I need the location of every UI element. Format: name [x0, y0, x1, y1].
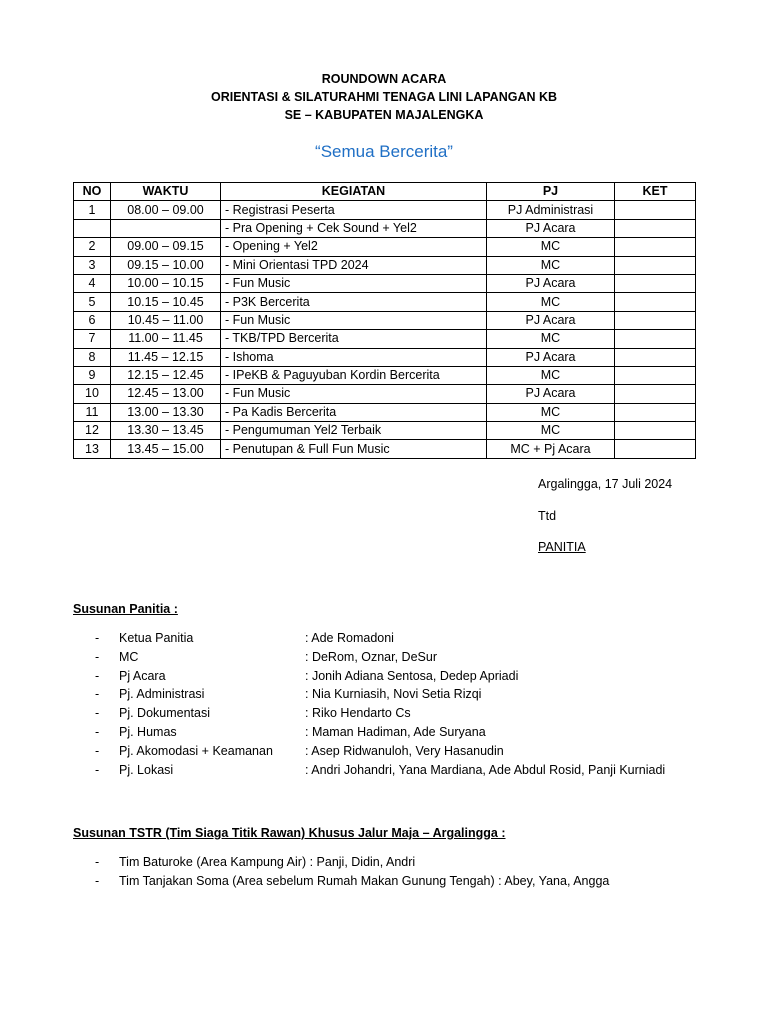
- bullet-dash: -: [95, 873, 100, 888]
- cell-ket: [615, 238, 696, 256]
- member-role: Ketua Panitia: [119, 631, 194, 645]
- cell-activity: - TKB/TPD Bercerita: [221, 330, 487, 348]
- tstr-team: [95, 853, 755, 872]
- table-row: [74, 403, 696, 421]
- header-line-2: ORIENTASI & SILATURAHMI TENAGA LINI LAPANGAN KB: [210, 90, 558, 104]
- cell-pj: MC: [487, 403, 615, 421]
- signer-label: PANITIA: [538, 540, 586, 554]
- cell-no: 2: [74, 238, 111, 256]
- cell-time: 10.00 – 10.15: [111, 274, 221, 292]
- committee-member: [95, 648, 755, 667]
- member-names: : Maman Hadiman, Ade Suryana: [305, 724, 486, 739]
- cell-activity: - Mini Orientasi TPD 2024: [221, 256, 487, 274]
- bullet-dash: -: [95, 687, 100, 702]
- cell-pj: PJ Administrasi: [487, 201, 615, 219]
- table-header-row: [74, 183, 696, 201]
- tstr-list: [95, 853, 755, 891]
- tstr-team: [95, 872, 755, 891]
- member-names: : Andri Johandri, Yana Mardiana, Ade Abdul Rosid, Panji Kurniadi: [305, 762, 666, 777]
- table-row: [74, 440, 696, 458]
- col-header-kegiatan: KEGIATAN: [221, 183, 487, 201]
- bullet-dash: -: [95, 668, 100, 683]
- cell-no: 11: [74, 403, 111, 421]
- bullet-dash: -: [95, 706, 100, 721]
- cell-time: 08.00 – 09.00: [111, 201, 221, 219]
- cell-pj: PJ Acara: [487, 311, 615, 329]
- committee-member: [95, 667, 755, 686]
- committee-member: [95, 685, 755, 704]
- cell-ket: [615, 201, 696, 219]
- cell-time: 10.15 – 10.45: [111, 293, 221, 311]
- cell-time: 13.30 – 13.45: [111, 422, 221, 440]
- cell-pj: MC: [487, 238, 615, 256]
- cell-activity: - Pra Opening + Cek Sound + Yel2: [221, 219, 487, 237]
- cell-ket: [615, 330, 696, 348]
- table-row: [74, 366, 696, 384]
- member-role: Pj Acara: [119, 668, 166, 683]
- committee-member: [95, 629, 755, 648]
- table-row: [74, 256, 696, 274]
- bullet-dash: -: [95, 743, 100, 758]
- cell-time: 11.00 – 11.45: [111, 330, 221, 348]
- committee-member: [95, 742, 755, 761]
- member-role: Pj. Lokasi: [119, 762, 174, 777]
- cell-ket: [615, 274, 696, 292]
- committee-list: [95, 629, 755, 779]
- cell-ket: [615, 422, 696, 440]
- cell-activity: - Fun Music: [221, 274, 487, 292]
- cell-activity: - IPeKB & Paguyuban Kordin Bercerita: [221, 366, 487, 384]
- rundown-body: [74, 201, 696, 458]
- tstr-title: Susunan TSTR (Tim Siaga Titik Rawan) Khusus Jalur Maja – Argalingga :: [73, 826, 506, 840]
- member-role: Pj. Akomodasi + Keamanan: [119, 743, 273, 758]
- committee-member: [95, 761, 755, 780]
- event-theme: “Semua Bercerita”: [315, 142, 453, 161]
- cell-no: 1: [74, 201, 111, 219]
- cell-time: 13.00 – 13.30: [111, 403, 221, 421]
- member-names: : Asep Ridwanuloh, Very Hasanudin: [305, 743, 504, 758]
- table-row: [74, 385, 696, 403]
- cell-ket: [615, 403, 696, 421]
- committee-title: Susunan Panitia :: [73, 602, 178, 616]
- member-names: : Riko Hendarto Cs: [305, 706, 411, 721]
- cell-pj: PJ Acara: [487, 385, 615, 403]
- cell-no: 12: [74, 422, 111, 440]
- cell-activity: - Fun Music: [221, 311, 487, 329]
- cell-time: 09.15 – 10.00: [111, 256, 221, 274]
- cell-no: 13: [74, 440, 111, 458]
- cell-activity: - Pa Kadis Bercerita: [221, 403, 487, 421]
- cell-pj: MC: [487, 422, 615, 440]
- cell-no: 4: [74, 274, 111, 292]
- cell-activity: - Pengumuman Yel2 Terbaik: [221, 422, 487, 440]
- bullet-dash: -: [95, 724, 100, 739]
- cell-activity: - Registrasi Peserta: [221, 201, 487, 219]
- cell-pj: MC: [487, 330, 615, 348]
- cell-pj: MC: [487, 366, 615, 384]
- cell-no: 6: [74, 311, 111, 329]
- ttd-label: Ttd: [538, 509, 557, 523]
- col-header-ket: KET: [615, 183, 696, 201]
- cell-time: 10.45 – 11.00: [111, 311, 221, 329]
- member-names: : DeRom, Oznar, DeSur: [305, 649, 437, 664]
- cell-time: 11.45 – 12.15: [111, 348, 221, 366]
- cell-ket: [615, 366, 696, 384]
- bullet-dash: -: [95, 762, 100, 777]
- table-row: [74, 348, 696, 366]
- member-names: : Nia Kurniasih, Novi Setia Rizqi: [305, 687, 482, 702]
- member-names: : Jonih Adiana Sentosa, Dedep Apriadi: [305, 668, 519, 683]
- cell-ket: [615, 385, 696, 403]
- member-role: MC: [119, 649, 139, 664]
- cell-no: 7: [74, 330, 111, 348]
- table-row: [74, 274, 696, 292]
- cell-activity: - Penutupan & Full Fun Music: [221, 440, 487, 458]
- cell-no: 5: [74, 293, 111, 311]
- bullet-dash: -: [95, 649, 100, 664]
- member-role: Pj. Administrasi: [119, 687, 205, 702]
- bullet-dash: -: [95, 631, 100, 645]
- cell-no: 9: [74, 366, 111, 384]
- cell-pj: MC + Pj Acara: [487, 440, 615, 458]
- cell-time: 12.15 – 12.45: [111, 366, 221, 384]
- table-row: [74, 219, 696, 237]
- col-header-pj: PJ: [487, 183, 615, 201]
- cell-pj: PJ Acara: [487, 348, 615, 366]
- team-text: Tim Tanjakan Soma (Area sebelum Rumah Makan Gunung Tengah) : Abey, Yana, Angga: [119, 873, 610, 888]
- member-names: : Ade Romadoni: [305, 631, 394, 645]
- cell-pj: MC: [487, 256, 615, 274]
- table-row: [74, 201, 696, 219]
- member-role: Pj. Humas: [119, 724, 177, 739]
- cell-no: 10: [74, 385, 111, 403]
- cell-ket: [615, 293, 696, 311]
- bullet-dash: -: [95, 855, 100, 869]
- rundown-table: [73, 182, 696, 459]
- place-date: Argalingga, 17 Juli 2024: [538, 477, 673, 491]
- cell-activity: - P3K Bercerita: [221, 293, 487, 311]
- table-row: [74, 311, 696, 329]
- cell-activity: - Fun Music: [221, 385, 487, 403]
- cell-time: 13.45 – 15.00: [111, 440, 221, 458]
- document-header: [0, 70, 768, 124]
- cell-no: 8: [74, 348, 111, 366]
- table-row: [74, 293, 696, 311]
- cell-time: [111, 219, 221, 237]
- header-line-1: ROUNDOWN ACARA: [321, 72, 447, 86]
- table-row: [74, 330, 696, 348]
- cell-ket: [615, 311, 696, 329]
- cell-time: 09.00 – 09.15: [111, 238, 221, 256]
- table-row: [74, 238, 696, 256]
- cell-no: 3: [74, 256, 111, 274]
- cell-activity: - Opening + Yel2: [221, 238, 487, 256]
- cell-ket: [615, 348, 696, 366]
- col-header-waktu: WAKTU: [111, 183, 221, 201]
- cell-pj: MC: [487, 293, 615, 311]
- cell-ket: [615, 440, 696, 458]
- cell-ket: [615, 219, 696, 237]
- table-row: [74, 422, 696, 440]
- cell-no: [74, 219, 111, 237]
- header-line-3: SE – KABUPATEN MAJALENGKA: [284, 108, 484, 122]
- cell-ket: [615, 256, 696, 274]
- member-role: Pj. Dokumentasi: [119, 706, 211, 721]
- cell-activity: - Ishoma: [221, 348, 487, 366]
- committee-member: [95, 704, 755, 723]
- cell-pj: PJ Acara: [487, 274, 615, 292]
- cell-time: 12.45 – 13.00: [111, 385, 221, 403]
- team-text: Tim Baturoke (Area Kampung Air) : Panji, Didin, Andri: [119, 855, 416, 869]
- committee-member: [95, 723, 755, 742]
- col-header-no: NO: [74, 183, 111, 201]
- cell-pj: PJ Acara: [487, 219, 615, 237]
